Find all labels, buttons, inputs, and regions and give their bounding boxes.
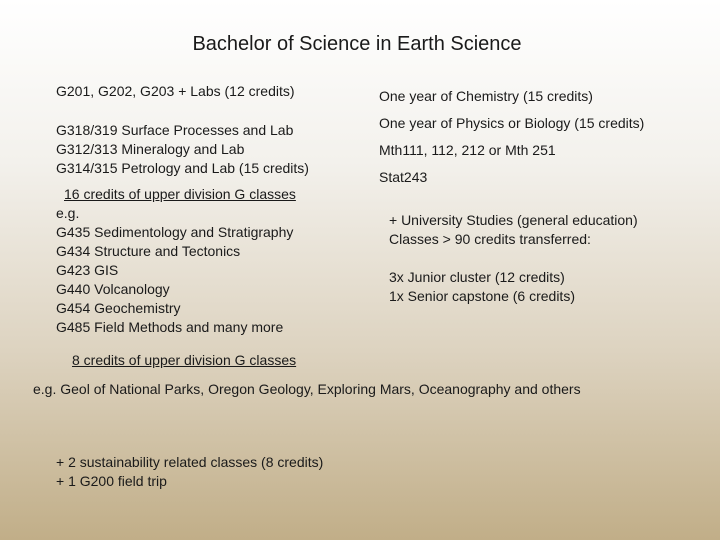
university-studies-line: + University Studies (general education) <box>389 212 638 228</box>
chemistry-requirement: One year of Chemistry (15 credits) <box>379 88 593 104</box>
math-requirement: Mth111, 112, 212 or Mth 251 <box>379 142 556 158</box>
upper-division-heading: 16 credits of upper division G classes <box>64 186 296 202</box>
clusters <box>389 268 575 306</box>
core-course-item: G318/319 Surface Processes and Lab <box>56 122 294 138</box>
intro-courses: G201, G202, G203 + Labs (12 credits) <box>56 83 295 99</box>
page-title: Bachelor of Science in Earth Science <box>192 33 522 55</box>
physics-requirement: One year of Physics or Biology (15 credits) <box>379 115 645 131</box>
elective-heading: 8 credits of upper division G classes <box>72 352 297 368</box>
extra-item: + 2 sustainability related classes (8 credits) <box>56 454 324 470</box>
upper-division-item: G454 Geochemistry <box>56 300 181 316</box>
upper-division-item: G423 GIS <box>56 262 119 278</box>
core-course-item: G312/313 Mineralogy and Lab <box>56 141 245 157</box>
upper-division-item: G434 Structure and Tectonics <box>56 243 241 259</box>
extra-requirements <box>56 453 323 491</box>
upper-division-eg: e.g. <box>56 205 80 221</box>
cluster-item: 1x Senior capstone (6 credits) <box>389 288 575 304</box>
elective-examples: e.g. Geol of National Parks, Oregon Geology, Exploring Mars, Oceanography and others <box>33 381 581 397</box>
extra-item: + 1 G200 field trip <box>56 473 167 489</box>
upper-division-item: G440 Volcanology <box>56 281 170 297</box>
core-courses <box>56 121 309 178</box>
core-course-item: G314/315 Petrology and Lab (15 credits) <box>56 160 309 176</box>
university-studies <box>389 211 638 249</box>
upper-division-item: G485 Field Methods and many more <box>56 319 284 335</box>
cluster-item: 3x Junior cluster (12 credits) <box>389 269 565 285</box>
upper-division-list <box>56 185 296 337</box>
university-studies-line: Classes > 90 credits transferred: <box>389 231 591 247</box>
upper-division-item: G435 Sedimentology and Stratigraphy <box>56 224 294 240</box>
stat-requirement: Stat243 <box>379 169 428 185</box>
